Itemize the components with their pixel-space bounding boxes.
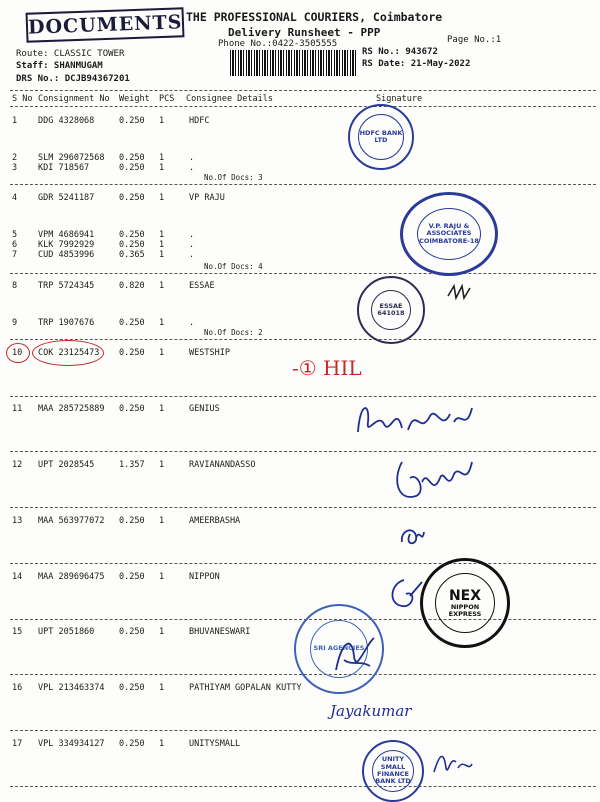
- row-consignee: .: [189, 153, 195, 163]
- table-row: [0, 193, 600, 205]
- row-consignment: VPM 4686941: [38, 230, 95, 240]
- col-consignee: Consignee Details: [186, 94, 273, 104]
- row-weight: 0.250: [119, 572, 145, 582]
- table-row: [0, 683, 600, 695]
- row-weight: 0.250: [119, 348, 145, 358]
- row-sno: 17: [12, 739, 23, 749]
- row-consignee: BHUVANESWARI: [189, 627, 251, 637]
- barcode: [230, 50, 356, 76]
- row-pcs: 1: [159, 116, 165, 126]
- signature-nippon: [384, 576, 424, 612]
- table-row: [0, 116, 600, 128]
- seal-text: COIMBATORE-18: [419, 236, 479, 245]
- divider: [10, 90, 596, 91]
- row-pcs: 1: [159, 250, 165, 260]
- row-pcs: 1: [159, 404, 165, 414]
- col-weight: Weight: [119, 94, 150, 104]
- row-consignment: COK 23125473: [38, 348, 100, 358]
- row-consignment: KLK 7992929: [38, 240, 95, 250]
- essae-seal: [357, 276, 425, 344]
- row-pcs: 1: [159, 627, 165, 637]
- col-pcs: PCS: [159, 94, 175, 104]
- red-circle-mark: [6, 343, 30, 363]
- row-weight: 0.365: [119, 250, 145, 260]
- divider: [10, 184, 596, 185]
- seal-text: V.P. RAJU & ASSOCIATES: [426, 221, 472, 238]
- row-sno: 2: [12, 153, 18, 163]
- row-pcs: 1: [159, 163, 165, 173]
- row-pcs: 1: [159, 153, 165, 163]
- row-sno: 6: [12, 240, 18, 250]
- row-consignment: UPT 2028545: [38, 460, 95, 470]
- row-weight: 0.250: [119, 683, 145, 693]
- divider: [10, 339, 596, 340]
- row-consignee: RAVIANANDASSO: [189, 460, 256, 470]
- unity-bank-seal: [362, 740, 424, 802]
- row-consignment: MAA 563977072: [38, 516, 105, 526]
- signature-ameer: [396, 520, 426, 550]
- red-circle-mark: [32, 340, 104, 366]
- row-consignee: WESTSHIP: [189, 348, 230, 358]
- rs-date: RS Date: 21-May-2022: [362, 59, 471, 69]
- seal-text: SRI AGENCIES: [313, 644, 365, 653]
- row-consignment: SLM 296072568: [38, 153, 105, 163]
- row-weight: 1.357: [119, 460, 145, 470]
- row-weight: 0.250: [119, 516, 145, 526]
- row-sno: 13: [12, 516, 23, 526]
- row-sno: 1: [12, 116, 18, 126]
- row-weight: 0.250: [119, 230, 145, 240]
- row-sno: 3: [12, 163, 18, 173]
- handwritten-signature: Jayakumar: [330, 702, 412, 720]
- row-consignee: .: [189, 240, 195, 250]
- divider: [10, 451, 596, 452]
- row-weight: 0.250: [119, 163, 145, 173]
- row-sno: 11: [12, 404, 23, 414]
- signature-unity: [430, 748, 474, 778]
- raju-associates-seal: [400, 192, 498, 276]
- row-consignee: .: [189, 318, 195, 328]
- row-consignment: UPT 2051860: [38, 627, 95, 637]
- row-sno: 14: [12, 572, 23, 582]
- table-row: [0, 281, 600, 293]
- divider: [10, 786, 596, 787]
- row-pcs: 1: [159, 516, 165, 526]
- phone-number: Phone No.:0422-3505555: [218, 39, 338, 49]
- row-pcs: 1: [159, 739, 165, 749]
- signature-bhuvan: [330, 630, 380, 680]
- row-sno: 4: [12, 193, 18, 203]
- divider: [10, 273, 596, 274]
- col-signature: Signature: [376, 94, 423, 104]
- row-weight: 0.250: [119, 404, 145, 414]
- divider: [10, 507, 596, 508]
- row-weight: 0.250: [119, 627, 145, 637]
- row-pcs: 1: [159, 240, 165, 250]
- row-sno: 8: [12, 281, 18, 291]
- row-sno: 15: [12, 627, 23, 637]
- row-consignee: UNITYSMALL: [189, 739, 241, 749]
- row-pcs: 1: [159, 683, 165, 693]
- documents-stamp: DOCUMENTS: [26, 7, 185, 42]
- seal-text: UNITY SMALL FINANCE BANK LTD: [375, 755, 411, 786]
- row-consignee: .: [189, 163, 195, 173]
- table-row: [0, 250, 600, 262]
- row-consignment: TRP 1907676: [38, 318, 95, 328]
- row-consignment: KDI 718567: [38, 163, 90, 173]
- divider: [10, 730, 596, 731]
- row-pcs: 1: [159, 318, 165, 328]
- row-consignee: GENIUS: [189, 404, 220, 414]
- row-pcs: 1: [159, 348, 165, 358]
- seal-text: ESSAE: [379, 301, 403, 310]
- doc-count-text: No.Of Docs: 4: [204, 262, 263, 271]
- signature-essae: [446, 282, 472, 304]
- seal-text: HDFC BANK LTD: [359, 128, 403, 144]
- row-sno: 16: [12, 683, 23, 693]
- col-sno: S No: [12, 94, 33, 104]
- row-weight: 0.820: [119, 281, 145, 291]
- row-consignment: CUD 4853996: [38, 250, 95, 260]
- row-sno: 12: [12, 460, 23, 470]
- row-consignment: MAA 289696475: [38, 572, 105, 582]
- company-title: THE PROFESSIONAL COURIERS, Coimbatore: [186, 10, 443, 24]
- table-row: [0, 460, 600, 472]
- row-weight: 0.250: [119, 193, 145, 203]
- row-consignee: .: [189, 250, 195, 260]
- row-pcs: 1: [159, 193, 165, 203]
- nex-logo: NEX: [448, 587, 482, 604]
- row-consignee: VP RAJU: [189, 193, 225, 203]
- row-consignee: NIPPON: [189, 572, 220, 582]
- table-row: [0, 516, 600, 528]
- row-consignee: AMEERBASHA: [189, 516, 241, 526]
- page-number: Page No.:1: [447, 35, 502, 45]
- drs-number: DRS No.: DCJB94367201: [16, 74, 130, 84]
- table-row: [0, 739, 600, 751]
- row-consignee: .: [189, 230, 195, 240]
- hdfc-bank-seal: [348, 104, 414, 170]
- row-weight: 0.250: [119, 153, 145, 163]
- row-consignee: HDFC: [189, 116, 210, 126]
- route-label: Route: CLASSIC TOWER: [16, 49, 125, 59]
- table-row: [0, 404, 600, 416]
- row-weight: 0.250: [119, 240, 145, 250]
- row-consignee: PATHIYAM GOPALAN KUTTY: [189, 683, 302, 693]
- handwritten-red-mark: -① HIL: [292, 356, 362, 380]
- row-consignment: TRP 5724345: [38, 281, 95, 291]
- divider: [10, 396, 596, 397]
- row-pcs: 1: [159, 281, 165, 291]
- row-weight: 0.250: [119, 739, 145, 749]
- divider: [10, 563, 596, 564]
- seal-text: 641018: [377, 309, 405, 317]
- runsheet-subtitle: Delivery Runsheet - PPP: [228, 26, 381, 39]
- row-consignment: GDR 5241187: [38, 193, 95, 203]
- row-weight: 0.250: [119, 116, 145, 126]
- seal-text: NIPPON EXPRESS: [448, 602, 482, 618]
- row-consignment: MAA 285725889: [38, 404, 105, 414]
- rs-number: RS No.: 943672: [362, 47, 438, 57]
- row-consignee: ESSAE: [189, 281, 215, 291]
- staff-label: Staff: SHANMUGAM: [16, 61, 103, 71]
- row-sno: 7: [12, 250, 18, 260]
- row-sno: 9: [12, 318, 18, 328]
- row-consignment: VPL 213463374: [38, 683, 105, 693]
- row-pcs: 1: [159, 230, 165, 240]
- doc-count-text: No.Of Docs: 2: [204, 328, 263, 337]
- row-consignment: VPL 334934127: [38, 739, 105, 749]
- nippon-express-seal: [420, 558, 510, 648]
- row-sno: 10: [12, 348, 23, 358]
- doc-count-text: No.Of Docs: 3: [204, 173, 263, 182]
- row-sno: 5: [12, 230, 18, 240]
- row-pcs: 1: [159, 460, 165, 470]
- col-consignment: Consignment No: [38, 94, 110, 104]
- row-weight: 0.250: [119, 318, 145, 328]
- signature-ravi: [388, 452, 478, 508]
- row-pcs: 1: [159, 572, 165, 582]
- row-consignment: DDG 4328068: [38, 116, 95, 126]
- table-row: [0, 572, 600, 584]
- divider: [10, 106, 596, 107]
- signature-genius: [350, 392, 480, 452]
